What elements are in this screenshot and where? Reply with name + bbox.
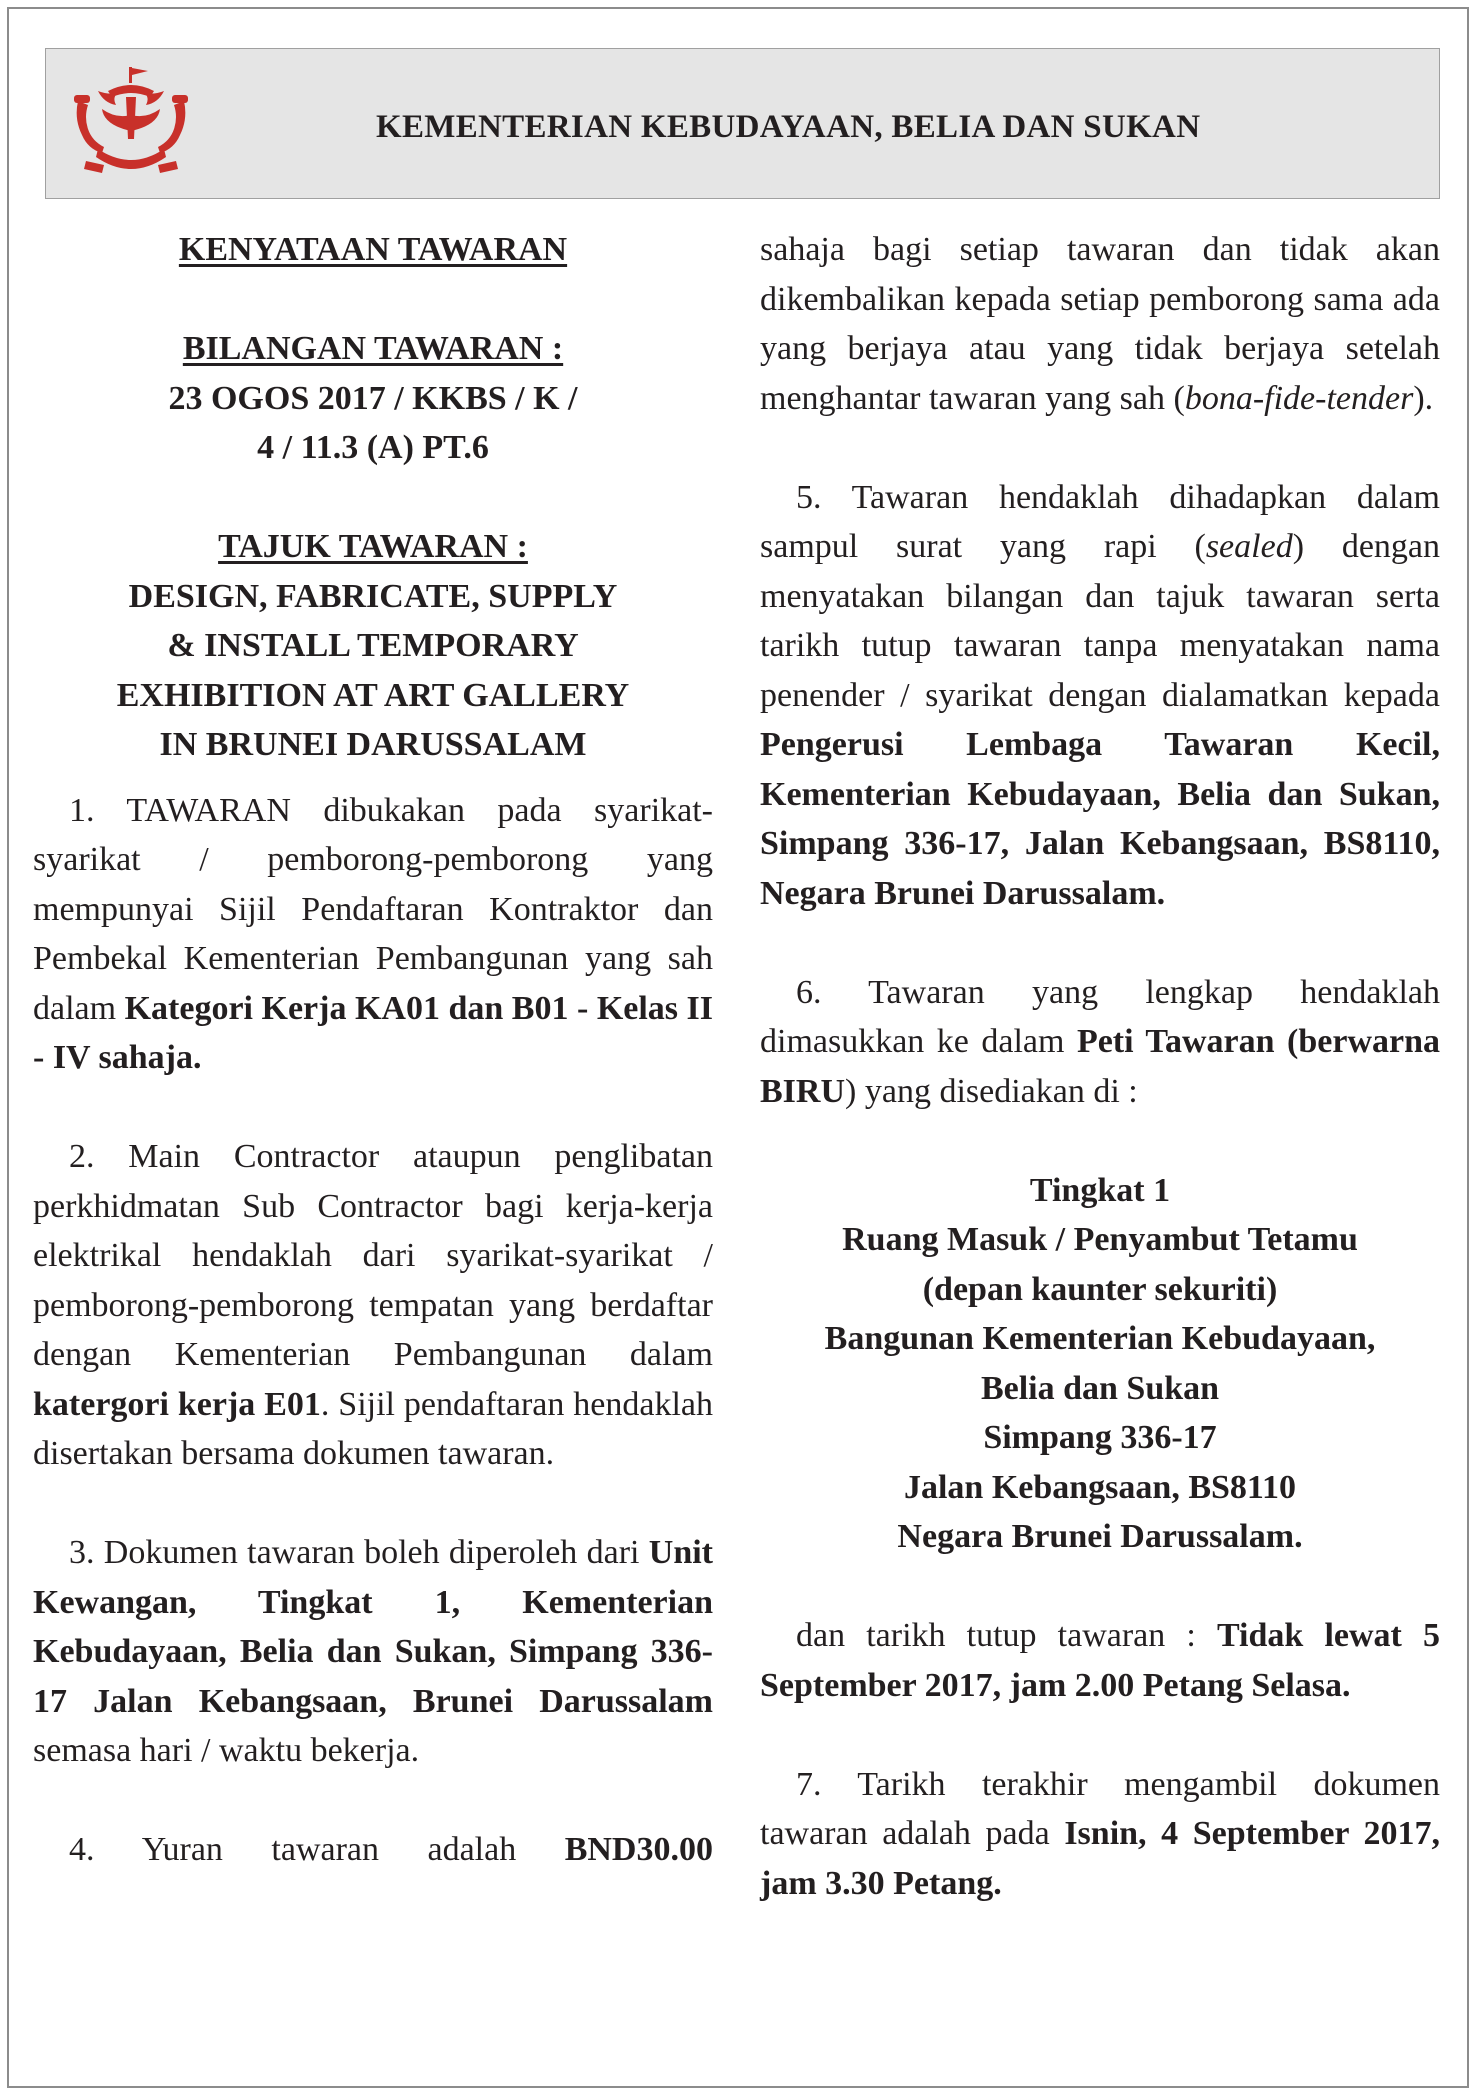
paragraph-6: 6. Tawaran yang lengkap hendaklah dimasukkan ke dalam Peti Tawaran (berwarna BIRU) yang disediakan di : bbox=[760, 973, 1440, 1110]
tender-number-line1: 23 OGOS 2017 / KKBS / K / bbox=[168, 379, 578, 417]
left-column bbox=[33, 225, 713, 1875]
header-banner bbox=[45, 48, 1440, 199]
submission-address bbox=[760, 1166, 1440, 1562]
paragraph-7: 7. Tarikh terakhir mengambil dokumen tawaran adalah pada Isnin, 4 September 2017, jam 3.30 Petang. bbox=[760, 1765, 1440, 1902]
address-line: (depan kaunter sekuriti) bbox=[922, 1270, 1278, 1308]
notice-title: KENYATAAN TAWARAN bbox=[178, 231, 568, 268]
tender-number-line2: 4 / 11.3 (A) PT.6 bbox=[257, 429, 489, 466]
address-line: Simpang 336-17 bbox=[983, 1419, 1217, 1456]
address-line: Ruang Masuk / Penyambut Tetamu bbox=[842, 1221, 1358, 1258]
paragraph-4-continued: sahaja bagi setiap tawaran dan tidak akan dikembalikan kepada setiap pemborong sama ada yang berjaya atau yang tidak berjaya setelah menghantar tawaran yang sah (bona-fide-tender). bbox=[760, 231, 1440, 417]
address-line: Belia dan Sukan bbox=[980, 1369, 1220, 1407]
tender-subject-label: TAJUK TAWARAN : bbox=[218, 528, 528, 565]
paragraph-3: 3. Dokumen tawaran boleh diperoleh dari Unit Kewangan, Tingkat 1, Kementerian Kebudayaan, Belia dan Sukan, Simpang 336-17 Jalan Kebangsaan, Brunei Darussalam semasa hari / waktu bekerja. bbox=[33, 1534, 713, 1769]
paragraph-5: 5. Tawaran hendaklah dihadapkan dalam sampul surat yang rapi (sealed) dengan menyatakan bilangan dan tajuk tawaran serta tarikh tutup tawaran tanpa menyatakan nama penender / syarikat dengan dialamatkan kepada Pengerusi Lembaga Tawaran Kecil, Kementerian Kebudayaan, Belia dan Sukan, Simpang 336-17, Jalan Kebangsaan, BS8110, Negara Brunei Darussalam. bbox=[760, 478, 1441, 912]
tender-subject-line1: DESIGN, FABRICATE, SUPPLY bbox=[128, 577, 618, 615]
right-column bbox=[760, 225, 1440, 1908]
brunei-crest-icon bbox=[68, 61, 194, 187]
tender-number-label: BILANGAN TAWARAN : bbox=[182, 330, 564, 367]
address-line: Jalan Kebangsaan, BS8110 bbox=[903, 1468, 1297, 1506]
paragraph-4: 4. Yuran tawaran adalah BND30.00 bbox=[69, 1831, 713, 1868]
closing-date: dan tarikh tutup tawaran : Tidak lewat 5 September 2017, jam 2.00 Petang Selasa. bbox=[760, 1617, 1440, 1704]
address-line: Tingkat 1 bbox=[1029, 1171, 1171, 1209]
tender-subject-line3: EXHIBITION AT ART GALLERY bbox=[116, 676, 630, 714]
address-line: Negara Brunei Darussalam. bbox=[897, 1518, 1303, 1555]
ministry-name: KEMENTERIAN KEBUDAYAAN, BELIA DAN SUKAN bbox=[376, 109, 1201, 145]
tender-subject-line4: IN BRUNEI DARUSSALAM bbox=[159, 726, 587, 763]
tender-subject-line2: & INSTALL TEMPORARY bbox=[167, 627, 579, 664]
paragraph-2: 2. Main Contractor ataupun penglibatan perkhidmatan Sub Contractor bagi kerja-kerja elektrikal hendaklah dari syarikat-syarikat / pemborong-pemborong tempatan yang berdaftar dengan Kementerian Pembangunan dalam katergori kerja E01. Sijil pendaftaran hendaklah disertakan bersama dokumen tawaran. bbox=[33, 1138, 713, 1472]
address-line: Bangunan Kementerian Kebudayaan, bbox=[824, 1320, 1376, 1357]
paragraph-1: 1. TAWARAN dibukakan pada syarikat-syarikat / pemborong-pemborong yang mempunyai Sijil Pendaftaran Kontraktor dan Pembekal Kementerian Pembangunan yang sah dalam Kategori Kerja KA01 dan B01 - Kelas II - IV sahaja. bbox=[33, 791, 714, 1076]
